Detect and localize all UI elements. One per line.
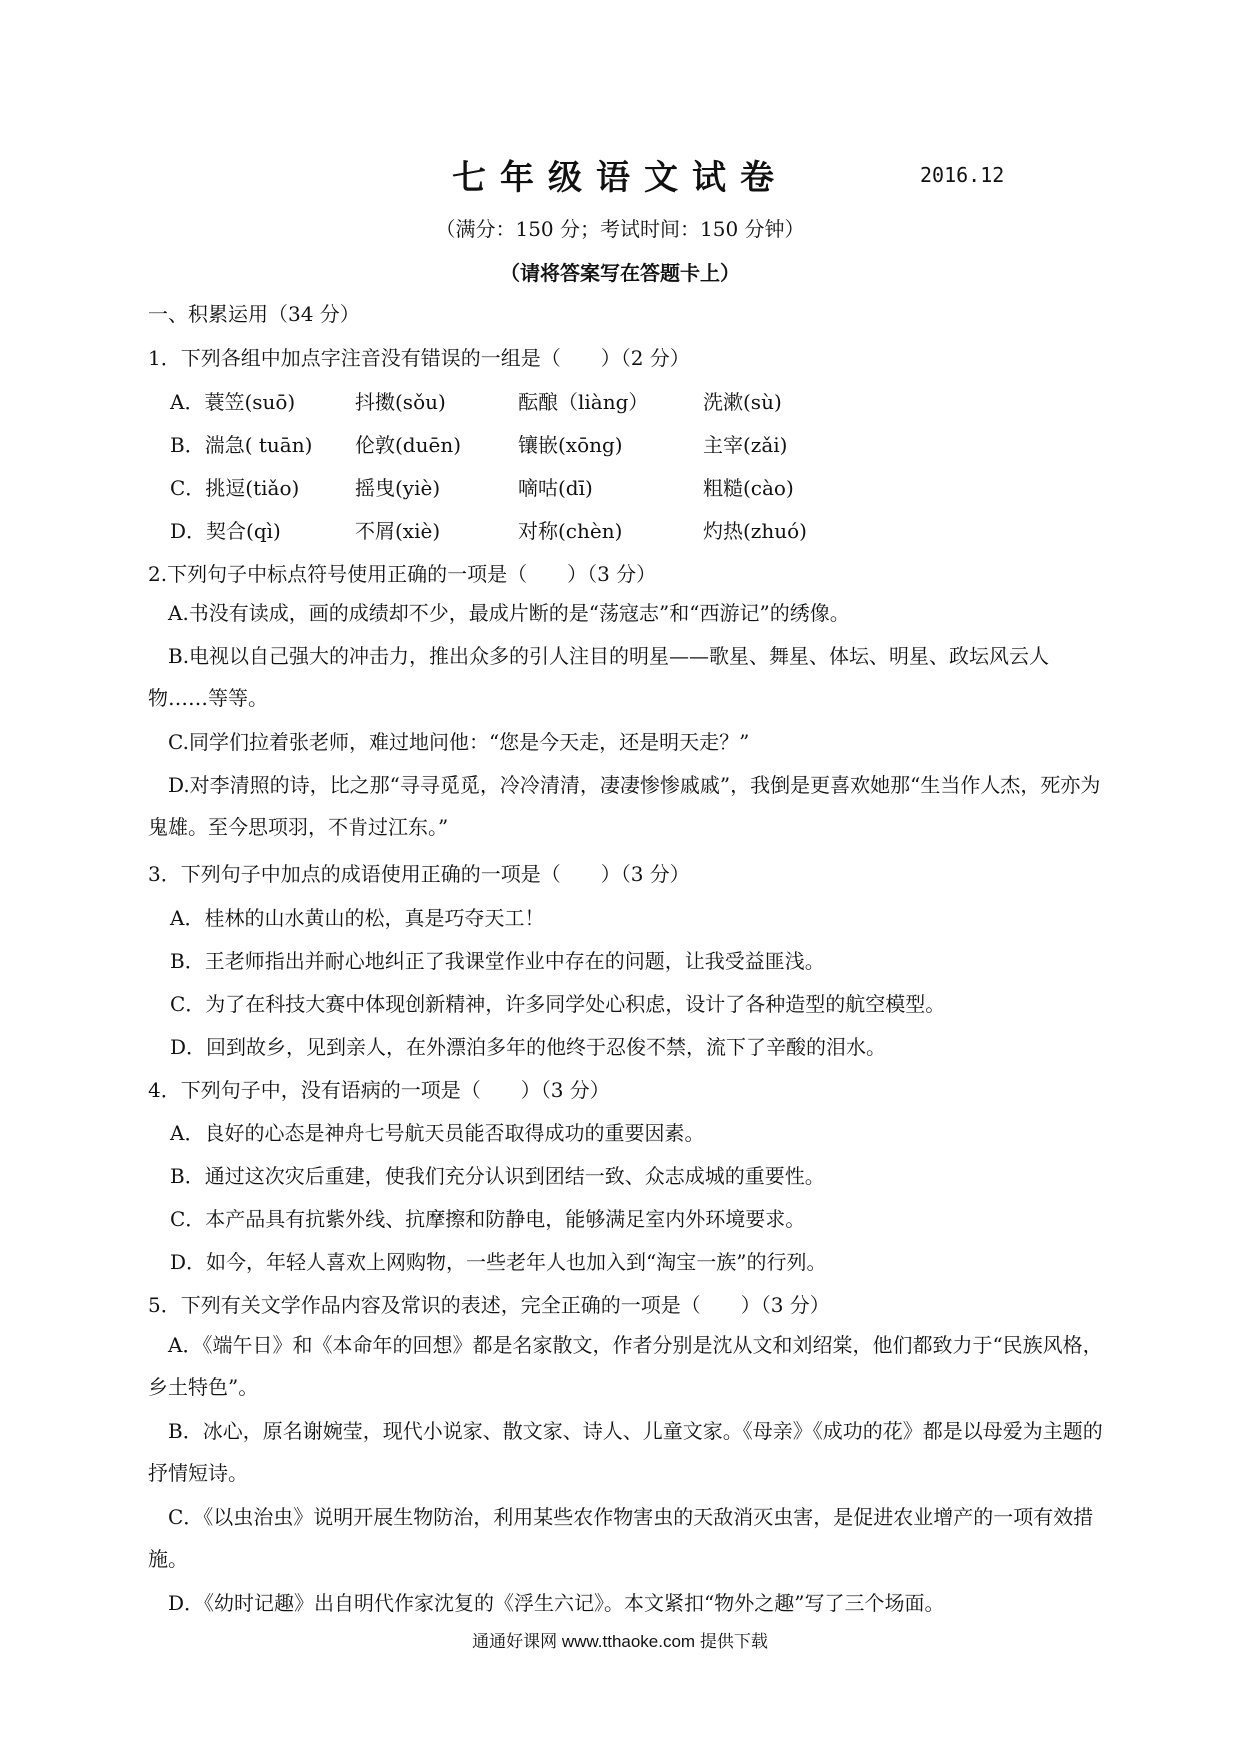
q1-option-b-4: 主宰(zǎi) bbox=[703, 433, 788, 457]
q5-option-c: C．《以虫治虫》说明开展生物防治，利用某些农作物害虫的天敌消灭虫害，是促进农业增产的一项有效措施。 bbox=[148, 1505, 1094, 1571]
question-3-stem: 3．下列句子中加点的成语使用正确的一项是（ ）（3 分） bbox=[148, 862, 690, 886]
footer-source: 通通好课网 www.tthaoke.com 提供下载 bbox=[472, 1632, 768, 1651]
q1-option-a-2: 抖擞(sǒu) bbox=[355, 390, 446, 414]
q4-option-d: D．如今，年轻人喜欢上网购物，一些老年人也加入到“淘宝一族”的行列。 bbox=[170, 1250, 827, 1274]
q1-option-d-1: D．契合(qì) bbox=[170, 519, 281, 543]
question-5-stem: 5．下列有关文学作品内容及常识的表述，完全正确的一项是（ ）（3 分） bbox=[148, 1293, 830, 1317]
q5-option-a: A．《端午日》和《本命年的回想》都是名家散文，作者分别是沈从文和刘绍棠，他们都致力于“民族风格，乡土特色”。 bbox=[148, 1333, 1103, 1399]
q1-option-a-1: A．蓑笠(suō) bbox=[170, 390, 296, 414]
answer-notice: （请将答案写在答题卡上） bbox=[500, 261, 740, 285]
q5-option-d: D．《幼时记趣》出自明代作家沈复的《浮生六记》。本文紧扣“物外之趣”写了三个场面。 bbox=[168, 1591, 945, 1615]
q1-option-d-3: 对称(chèn) bbox=[518, 519, 623, 543]
question-1-stem: 1．下列各组中加点字注音没有错误的一组是（ ）（2 分） bbox=[148, 346, 690, 370]
q1-option-c-3: 嘀咕(dī) bbox=[518, 476, 593, 500]
q1-option-b-3: 镶嵌(xōng) bbox=[518, 433, 623, 457]
q1-option-d-4: 灼热(zhuó) bbox=[703, 519, 807, 543]
q5-option-b: B．冰心，原名谢婉莹，现代小说家、散文家、诗人、儿童文家。《母亲》《成功的花》都是以母爱为主题的抒情短诗。 bbox=[148, 1419, 1103, 1485]
q1-option-c-4: 粗糙(cào) bbox=[703, 476, 794, 500]
section-heading: 一、积累运用（34 分） bbox=[148, 302, 360, 326]
q4-option-b: B．通过这次灾后重建，使我们充分认识到团结一致、众志成城的重要性。 bbox=[170, 1164, 825, 1188]
q2-option-c: C.同学们拉着张老师，难过地问他：“您是今天走，还是明天走？” bbox=[168, 730, 750, 754]
q3-option-b: B．王老师指出并耐心地纠正了我课堂作业中存在的问题，让我受益匪浅。 bbox=[170, 949, 825, 973]
q3-option-c: C．为了在科技大赛中体现创新精神，许多同学处心积虑，设计了各种造型的航空模型。 bbox=[170, 992, 946, 1016]
q1-option-a-3: 酝酿（liàng） bbox=[518, 390, 649, 414]
q2-option-a: A.书没有读成，画的成绩却不少，最成片断的是“荡寇志”和“西游记”的绣像。 bbox=[168, 601, 850, 625]
q2-option-b: B.电视以自己强大的冲击力，推出众多的引人注目的明星——歌星、舞星、体坛、明星、政坛风云人物……等等。 bbox=[148, 644, 1050, 710]
q2-option-d: D.对李清照的诗，比之那“寻寻觅觅，冷冷清清，凄凄惨惨戚戚”，我倒是更喜欢她那“生当作人杰，死亦为鬼雄。至今思项羽，不肯过江东。” bbox=[148, 773, 1101, 839]
q3-option-a: A．桂林的山水黄山的松，真是巧夺天工！ bbox=[170, 906, 545, 930]
q1-option-c-2: 摇曳(yiè) bbox=[355, 476, 441, 500]
exam-date: 2016.12 bbox=[920, 163, 1005, 187]
q1-option-d-2: 不屑(xiè) bbox=[355, 519, 441, 543]
q1-option-a-4: 洗漱(sù) bbox=[703, 390, 782, 414]
q4-option-a: A．良好的心态是神舟七号航天员能否取得成功的重要因素。 bbox=[170, 1121, 705, 1145]
exam-title: 七年级语文试卷 bbox=[452, 158, 788, 198]
q1-option-b-2: 伦敦(duēn) bbox=[355, 433, 462, 457]
q3-option-d: D．回到故乡，见到亲人，在外漂泊多年的他终于忍俊不禁，流下了辛酸的泪水。 bbox=[170, 1035, 887, 1059]
q1-option-c-1: C．挑逗(tiǎo) bbox=[170, 476, 300, 500]
q1-option-b-1: B．湍急( tuān) bbox=[170, 433, 313, 457]
exam-subtitle: （满分：150 分；考试时间：150 分钟） bbox=[435, 217, 805, 241]
question-4-stem: 4．下列句子中，没有语病的一项是（ ）（3 分） bbox=[148, 1078, 610, 1102]
q4-option-c: C．本产品具有抗紫外线、抗摩擦和防静电，能够满足室内外环境要求。 bbox=[170, 1207, 806, 1231]
question-2-stem: 2.下列句子中标点符号使用正确的一项是（ ）（3 分） bbox=[148, 562, 657, 586]
